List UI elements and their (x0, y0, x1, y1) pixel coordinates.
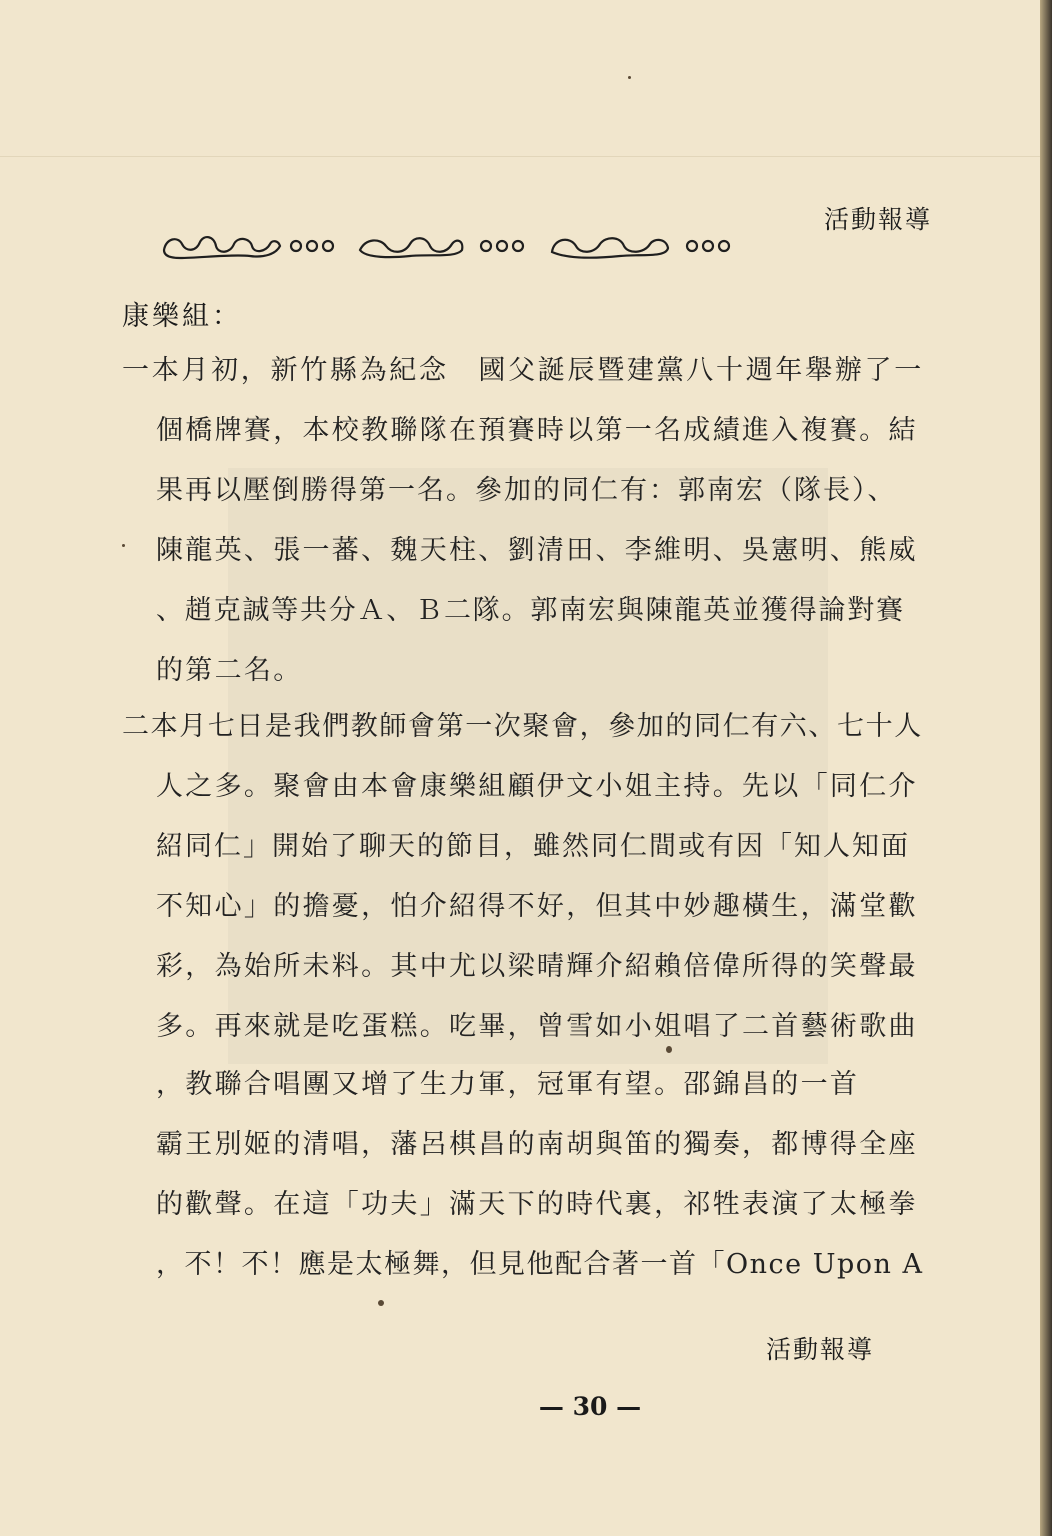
page-edge-shadow (1040, 0, 1052, 1536)
page-number: — 30 — (538, 1392, 642, 1421)
body-line: 個橋牌賽，本校教聯隊在預賽時以第一名成績進入複賽。結 (156, 415, 918, 446)
decorative-ornament-border (160, 228, 740, 264)
page-fold-line (0, 156, 1040, 157)
body-line: 彩，為始所未料。其中尤以梁晴輝介紹賴倍偉所得的笑聲最 (156, 951, 918, 982)
section-title: 康樂組： (122, 301, 242, 332)
body-line: 紹同仁」開始了聊天的節目，雖然同仁間或有因「知人知面 (156, 831, 910, 862)
paper-speck (628, 76, 631, 79)
body-line: 果再以壓倒勝得第一名。參加的同仁有：郭南宏（隊長）、 (156, 475, 897, 506)
paper-speck (666, 1046, 672, 1053)
body-line: 一本月初，新竹縣為紀念 國父誕辰暨建黨八十週年舉辦了一 (122, 355, 924, 386)
body-line: 、趙克誠等共分Ａ、Ｂ二隊。郭南宏與陳龍英並獲得論對賽 (156, 595, 905, 626)
paper-speck (378, 1300, 384, 1306)
body-line: 人之多。聚會由本會康樂組顧伊文小姐主持。先以「同仁介 (156, 771, 918, 802)
body-line: 陳龍英、張一蕃、魏天柱、劉清田、李維明、吳憲明、熊威 (156, 535, 918, 566)
body-line: 多。再來就是吃蛋糕。吃畢，曾雪如小姐唱了二首藝術歌曲 (156, 1011, 918, 1042)
paper-speck (122, 544, 125, 547)
body-line: 霸王別姬的清唱，藩呂棋昌的南胡與笛的獨奏，都博得全座 (156, 1129, 918, 1160)
body-line: 的第二名。 (156, 655, 303, 686)
body-line: 的歡聲。在這「功夫」滿天下的時代裏，祁牲表演了太極拳 (156, 1189, 918, 1220)
body-line: ，教聯合唱團又增了生力軍，冠軍有望。邵錦昌的一首 (156, 1069, 860, 1100)
body-line: 二本月七日是我們教師會第一次聚會，參加的同仁有六、七十人 (122, 711, 923, 742)
page-footer-label: 活動報導 (766, 1335, 875, 1364)
page-header-label: 活動報導 (823, 205, 932, 234)
body-line: ，不！不！應是太極舞，但見他配合著一首「Once Upon A (156, 1249, 924, 1280)
body-line: 不知心」的擔憂，怕介紹得不好，但其中妙趣橫生，滿堂歡 (156, 891, 918, 922)
